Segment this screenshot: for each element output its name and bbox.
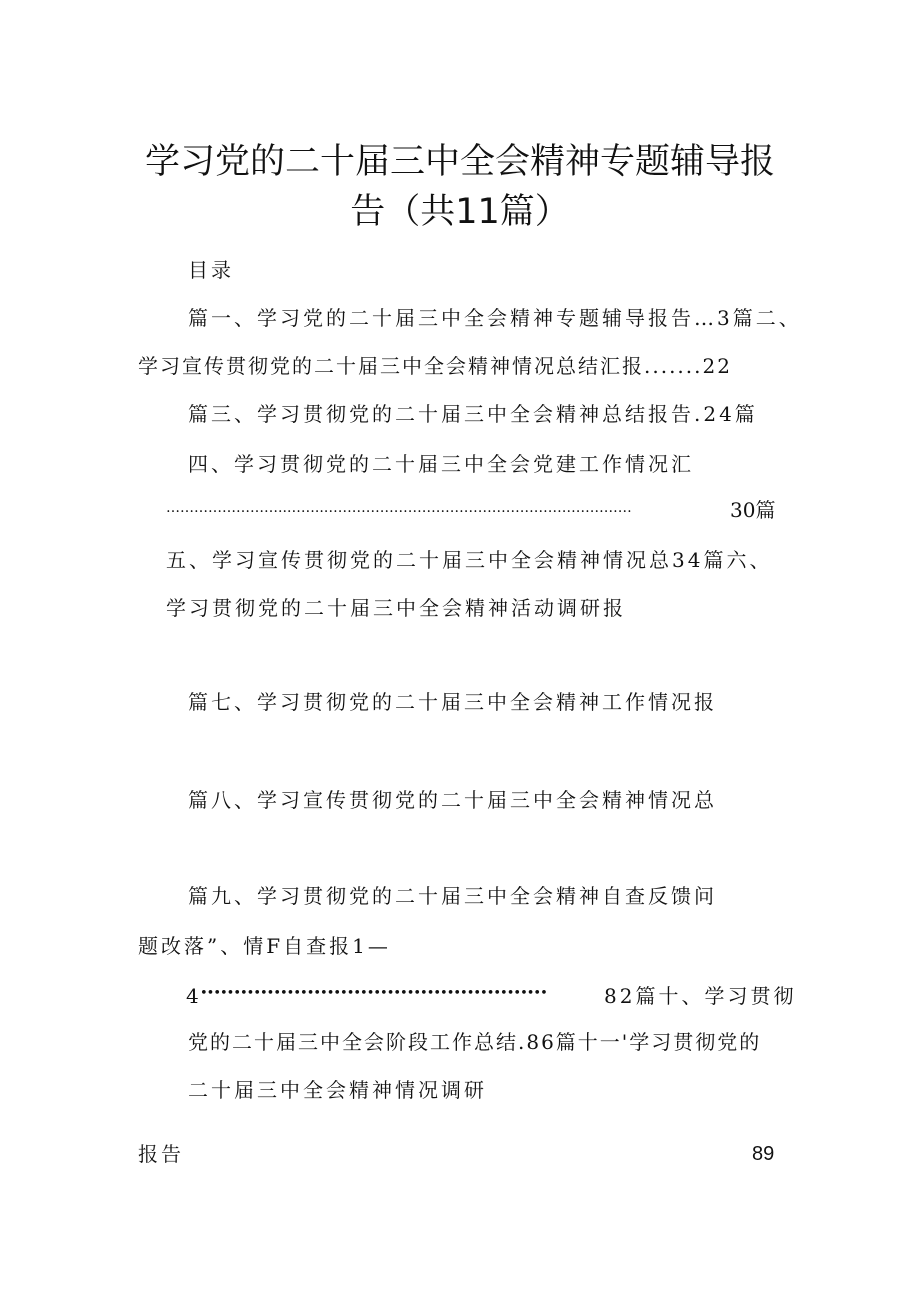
toc-line: 学习贯彻党的二十届三中全会精神活动调研报 [166,596,626,620]
toc-line: 题改落”、情F自查报1— [138,934,391,958]
toc-page-number: 4 [186,984,199,1008]
toc-line: 五、学习宣传贯彻党的二十届三中全会精神情况总34篇六、 [166,548,773,572]
toc-line: 报告 [138,1142,184,1166]
toc-heading: 目录 [188,258,234,282]
toc-page-number: 89 [752,1143,775,1165]
toc-line: 篇一、学习党的二十届三中全会精神专题辅导报告…3篇二、 [188,306,802,330]
toc-line: 篇九、学习贯彻党的二十届三中全会精神自查反馈问 [188,884,717,908]
toc-line: 学习宣传贯彻党的二十届三中全会精神情况总结汇报.......22 [138,354,732,378]
toc-line: 二十届三中全会精神情况调研 [188,1078,487,1102]
toc-line: 篇三、学习贯彻党的二十届三中全会精神总结报告.24篇 [188,402,758,426]
toc-line: 篇八、学习宣传贯彻党的二十届三中全会精神情况总 [188,788,717,812]
toc-leader-dots: •••••••••••••••••••••••••••••••••••••••••••••••••••• [200,986,547,1001]
toc-leader-dots: ……………………..……..………………………………………………………… [166,500,632,516]
toc-line: 篇七、学习贯彻党的二十届三中全会精神工作情况报 [188,690,717,714]
toc-line: 四、学习贯彻党的二十届三中全会党建工作情况汇 [188,452,694,476]
toc-line: 党的二十届三中全会阶段工作总结.86篇十一'学习贯彻党的 [188,1030,762,1054]
toc-line: 82篇十、学习贯彻 [604,984,797,1008]
toc-page-number: 30篇 [730,498,776,522]
document-title-line2: 告（共11篇） [350,192,570,232]
document-title-line1: 学习党的二十届三中全会精神专题辅导报 [144,142,775,182]
